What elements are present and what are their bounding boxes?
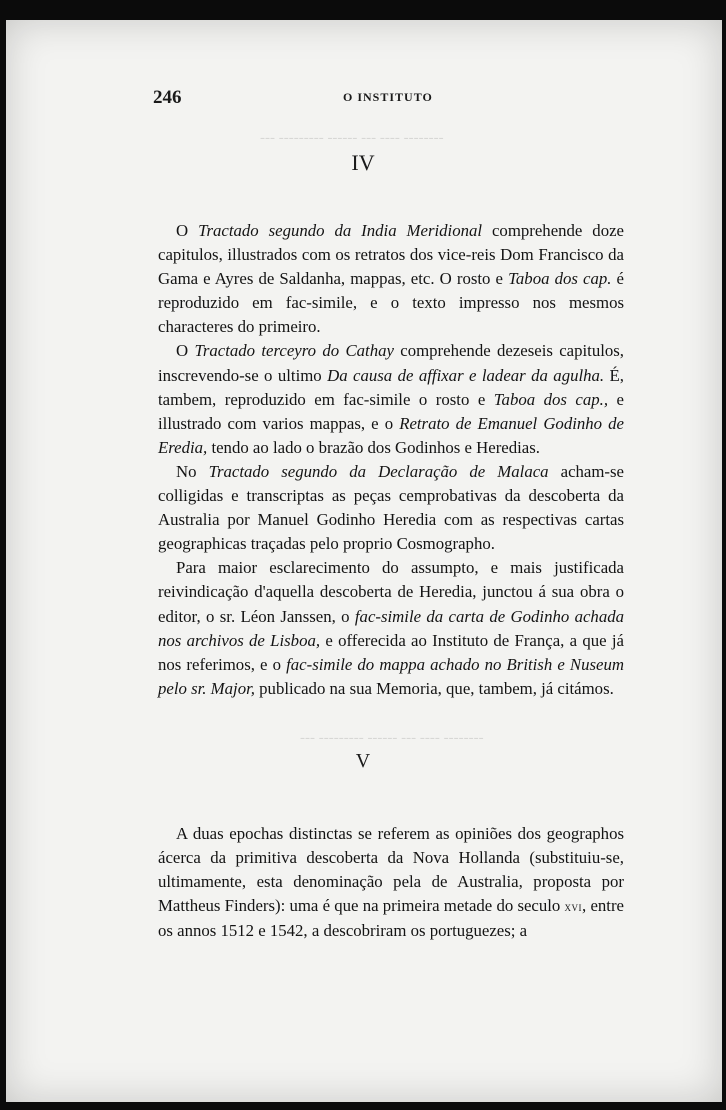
italic-text: Tractado terceyro do Cathay [194, 341, 394, 361]
text-run: comprehende dezeseis capitulos, inscrevendo-se o ultimo [158, 341, 624, 385]
italic-text: Taboa dos cap., [493, 389, 609, 409]
text-run: Para maior esclarecimento do assumpto, e mais justificada reivindicação d'aquella descoberta de Heredia, junctou á sua obra o editor, o sr. Léon Janssen, o [158, 558, 624, 626]
paragraph [158, 339, 624, 459]
paragraph [158, 822, 624, 943]
text-run: acham-se colligidas e transcriptas as peças cemprobativas da descoberta da Australia por Manuel Godinho Heredia com as respectivas cartas geographicas traçadas pelo proprio Cosmographo. [158, 461, 624, 554]
text-run: comprehende doze capitulos, illustrados com os retratos dos vice-reis Dom Francisco da Gama e Ayres de Saldanha, mappas, etc. O rosto e [158, 221, 624, 289]
section-heading-v: V [355, 750, 371, 772]
paragraph [158, 556, 624, 701]
italic-text: fac-simile do mappa achado no British e Nuseum pelo sr. Major, [158, 654, 624, 698]
italic-text: fac-simile da carta de Godinho achada nos archivos de Lisboa, [158, 606, 624, 650]
paragraph [158, 460, 624, 556]
text-run: e offerecida ao Instituto de França, a que já nos referimos, e o [158, 630, 624, 674]
page-number: 246 [153, 87, 182, 108]
bleed-through: -------- ---- --- ------ --------- --- [300, 730, 484, 746]
section-iv-body [158, 219, 624, 701]
text-run: xvi [564, 899, 583, 915]
text-run: é reproduzido em fac-simile, e o texto impresso nos mesmos characteres do primeiro. [158, 269, 624, 337]
running-head: O INSTITUTO [343, 90, 433, 104]
text-run: A duas epochas distinctas se referem as opiniões dos geographos ácerca da primitiva descoberta da Nova Hollanda (substituiu-se, ultimamente, esta denominação pela de Australia, proposta por Mattheus Finders): uma é que na primeira metade do seculo [158, 824, 624, 916]
text-run: No [176, 461, 209, 481]
text-run: tendo ao lado o brazão dos Godinhos e Heredias. [207, 437, 540, 457]
section-v-body [158, 822, 624, 943]
text-run: O [176, 221, 199, 240]
text-run: O [176, 341, 195, 361]
paragraph [158, 219, 624, 339]
italic-text: Da causa de affixar e ladear da agulha. [327, 365, 605, 385]
bleed-through: -------- ---- --- ------ --------- --- [260, 130, 444, 146]
italic-text: Taboa dos cap. [508, 269, 612, 289]
section-heading-iv: IV [351, 150, 375, 175]
italic-text: Tractado segundo da India Meridional [198, 221, 483, 240]
italic-text: Retrato de Emanuel Godinho de Eredia, [158, 413, 624, 457]
italic-text: Tractado segundo da Declaração de Malaca [208, 461, 549, 481]
text-run: e illustrado com varios mappas, e o [158, 389, 624, 433]
text-run: É, tambem, reproduzido em fac-simile o rosto e [158, 365, 624, 409]
text-run: , entre os annos 1512 e 1542, a descobriram os portuguezes; a [158, 896, 624, 941]
page-header [153, 87, 623, 111]
text-run: publicado na sua Memoria, que, tambem, já citámos. [254, 678, 614, 698]
